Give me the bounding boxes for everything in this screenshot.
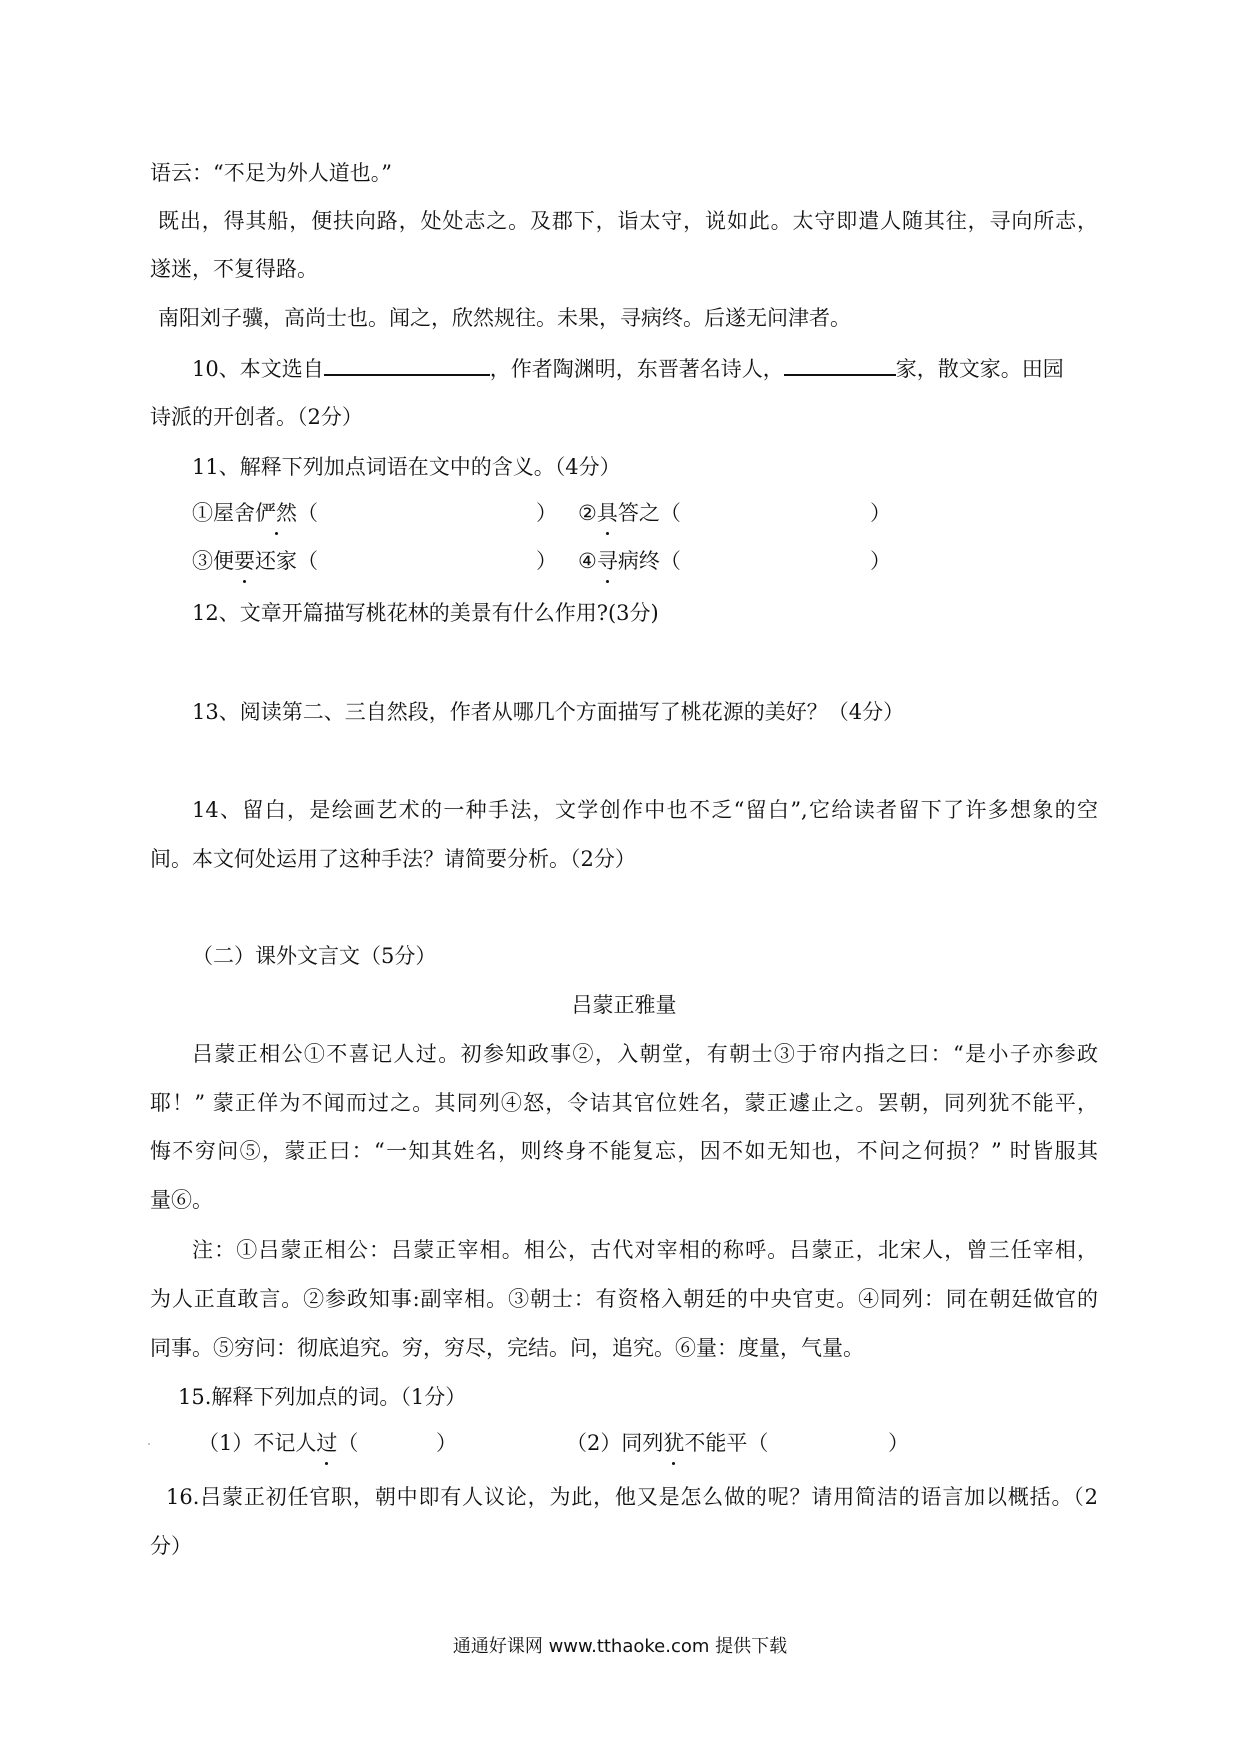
- q11-item-1-prefix: ①屋舍: [192, 501, 255, 525]
- q11-item-4-open: 病终（: [617, 549, 681, 573]
- q11-item-3-prefix: ③便: [192, 549, 234, 573]
- classical-passage-line-4: 量⑥。: [150, 1188, 213, 1212]
- scan-speck: [148, 1443, 150, 1445]
- question-16-line-1: 16.吕蒙正初任官职，朝中即有人议论，为此，他又是怎么做的呢？请用简洁的语言加以概括。（2: [166, 1485, 1098, 1509]
- passage-line-4: 南阳刘子骥，高尚士也。闻之，欣然规往。未果，寻病终。后遂无问津者。: [158, 306, 851, 330]
- passage-line-1: 语云：“不足为外人道也。”: [150, 161, 392, 185]
- q11-item-3-dotted-word: 要: [234, 546, 255, 576]
- q15-item-1: [198, 1428, 358, 1458]
- page-footer: 通通好课网 www.tthaoke.com 提供下载: [452, 1636, 788, 1657]
- question-12: 12、文章开篇描写桃花林的美景有什么作用?(3分): [192, 601, 659, 625]
- classical-passage-line-2: 耶！” 蒙正佯为不闻而过之。其同列④怒，令诘其官位姓名，蒙正遽止之。罢朝，同列犹不能平，: [150, 1091, 1098, 1115]
- q15-item-2-close: ）: [888, 1431, 909, 1455]
- passage-title: 吕蒙正雅量: [571, 993, 677, 1017]
- q15-item-1-prefix: （1）不记人: [198, 1431, 317, 1455]
- q11-item-2-dotted-word: 具: [597, 498, 618, 528]
- q11-item-4-dotted-word: 寻: [597, 546, 618, 576]
- q10-text-c: 家，散文家。田园: [895, 357, 1064, 381]
- question-14-line-1: 14、留白，是绘画艺术的一种手法，文学创作中也不乏“留白”,它给读者留下了许多想象的空: [192, 798, 1098, 822]
- q15-item-1-open: （: [337, 1431, 359, 1455]
- q15-item-2-open: 不能平（: [684, 1431, 769, 1455]
- q10-text-a: 10、本文选自: [192, 357, 324, 381]
- q11-item-1-close: ）: [536, 501, 557, 525]
- q11-item-1-dotted-word: 俨然: [255, 498, 297, 528]
- q15-item-2-prefix: （2）同列: [566, 1431, 664, 1455]
- q11-item-3-open: 还家（: [255, 549, 318, 573]
- question-10-line-2: 诗派的开创者。（2分）: [150, 405, 363, 429]
- classical-passage-line-3: 悔不穷问⑤，蒙正曰：“一知其姓名，则终身不能复忘，因不如无知也，不问之何损？” 时皆服其: [150, 1139, 1098, 1163]
- q11-item-4-close: ）: [870, 549, 891, 573]
- q15-item-1-dotted-word: 过: [316, 1428, 337, 1458]
- q11-item-2: [578, 498, 681, 528]
- q11-item-3-close: ）: [536, 549, 557, 573]
- q11-item-4-prefix: ④: [578, 549, 597, 573]
- q15-item-1-close: ）: [436, 1431, 457, 1455]
- q10-text-b: ，作者陶渊明，东晋著名诗人，: [489, 357, 784, 381]
- q10-blank-1[interactable]: [324, 352, 490, 376]
- passage-line-2: 既出，得其船，便扶向路，处处志之。及郡下，诣太守，说如此。太守即遣人随其往，寻向所志，: [158, 209, 1098, 233]
- q11-item-2-open: 答之（: [617, 501, 681, 525]
- classical-passage-line-1: 吕蒙正相公①不喜记人过。初参知政事②，入朝堂，有朝士③于帘内指之曰：“是小子亦参政: [192, 1042, 1098, 1066]
- q10-blank-2[interactable]: [784, 352, 896, 376]
- question-15-title: 15.解释下列加点的词。（1分）: [178, 1385, 467, 1409]
- question-10-line-1: [192, 352, 1064, 384]
- question-16-line-2: 分）: [150, 1534, 192, 1558]
- q11-item-2-prefix: ②: [578, 501, 597, 525]
- notes-line-2: 为人正直敢言。②参政知事:副宰相。③朝士：有资格入朝廷的中央官吏。④同列：同在朝廷做官的: [150, 1287, 1098, 1311]
- question-13: 13、阅读第二、三自然段，作者从哪几个方面描写了桃花源的美好？（4分）: [192, 700, 905, 724]
- question-14-line-2: 间。本文何处运用了这种手法？请简要分析。（2分）: [150, 847, 636, 871]
- section-heading: （二）课外文言文（5分）: [192, 944, 437, 968]
- question-11-title: 11、解释下列加点词语在文中的含义。（4分）: [192, 455, 621, 479]
- q11-item-1-open: （: [297, 501, 318, 525]
- q11-item-3: [192, 546, 318, 576]
- q11-item-1: [192, 498, 318, 528]
- q15-item-2-dotted-word: 犹: [663, 1428, 684, 1458]
- passage-line-3: 遂迷，不复得路。: [150, 257, 318, 281]
- q11-item-4: [578, 546, 681, 576]
- q15-item-2: [566, 1428, 768, 1458]
- q11-item-2-close: ）: [870, 501, 891, 525]
- notes-line-1: 注：①吕蒙正相公：吕蒙正宰相。相公，古代对宰相的称呼。吕蒙正，北宋人，曾三任宰相，: [192, 1238, 1098, 1262]
- notes-line-3: 同事。⑤穷问：彻底追究。穷，穷尽，完结。问，追究。⑥量：度量，气量。: [150, 1336, 864, 1360]
